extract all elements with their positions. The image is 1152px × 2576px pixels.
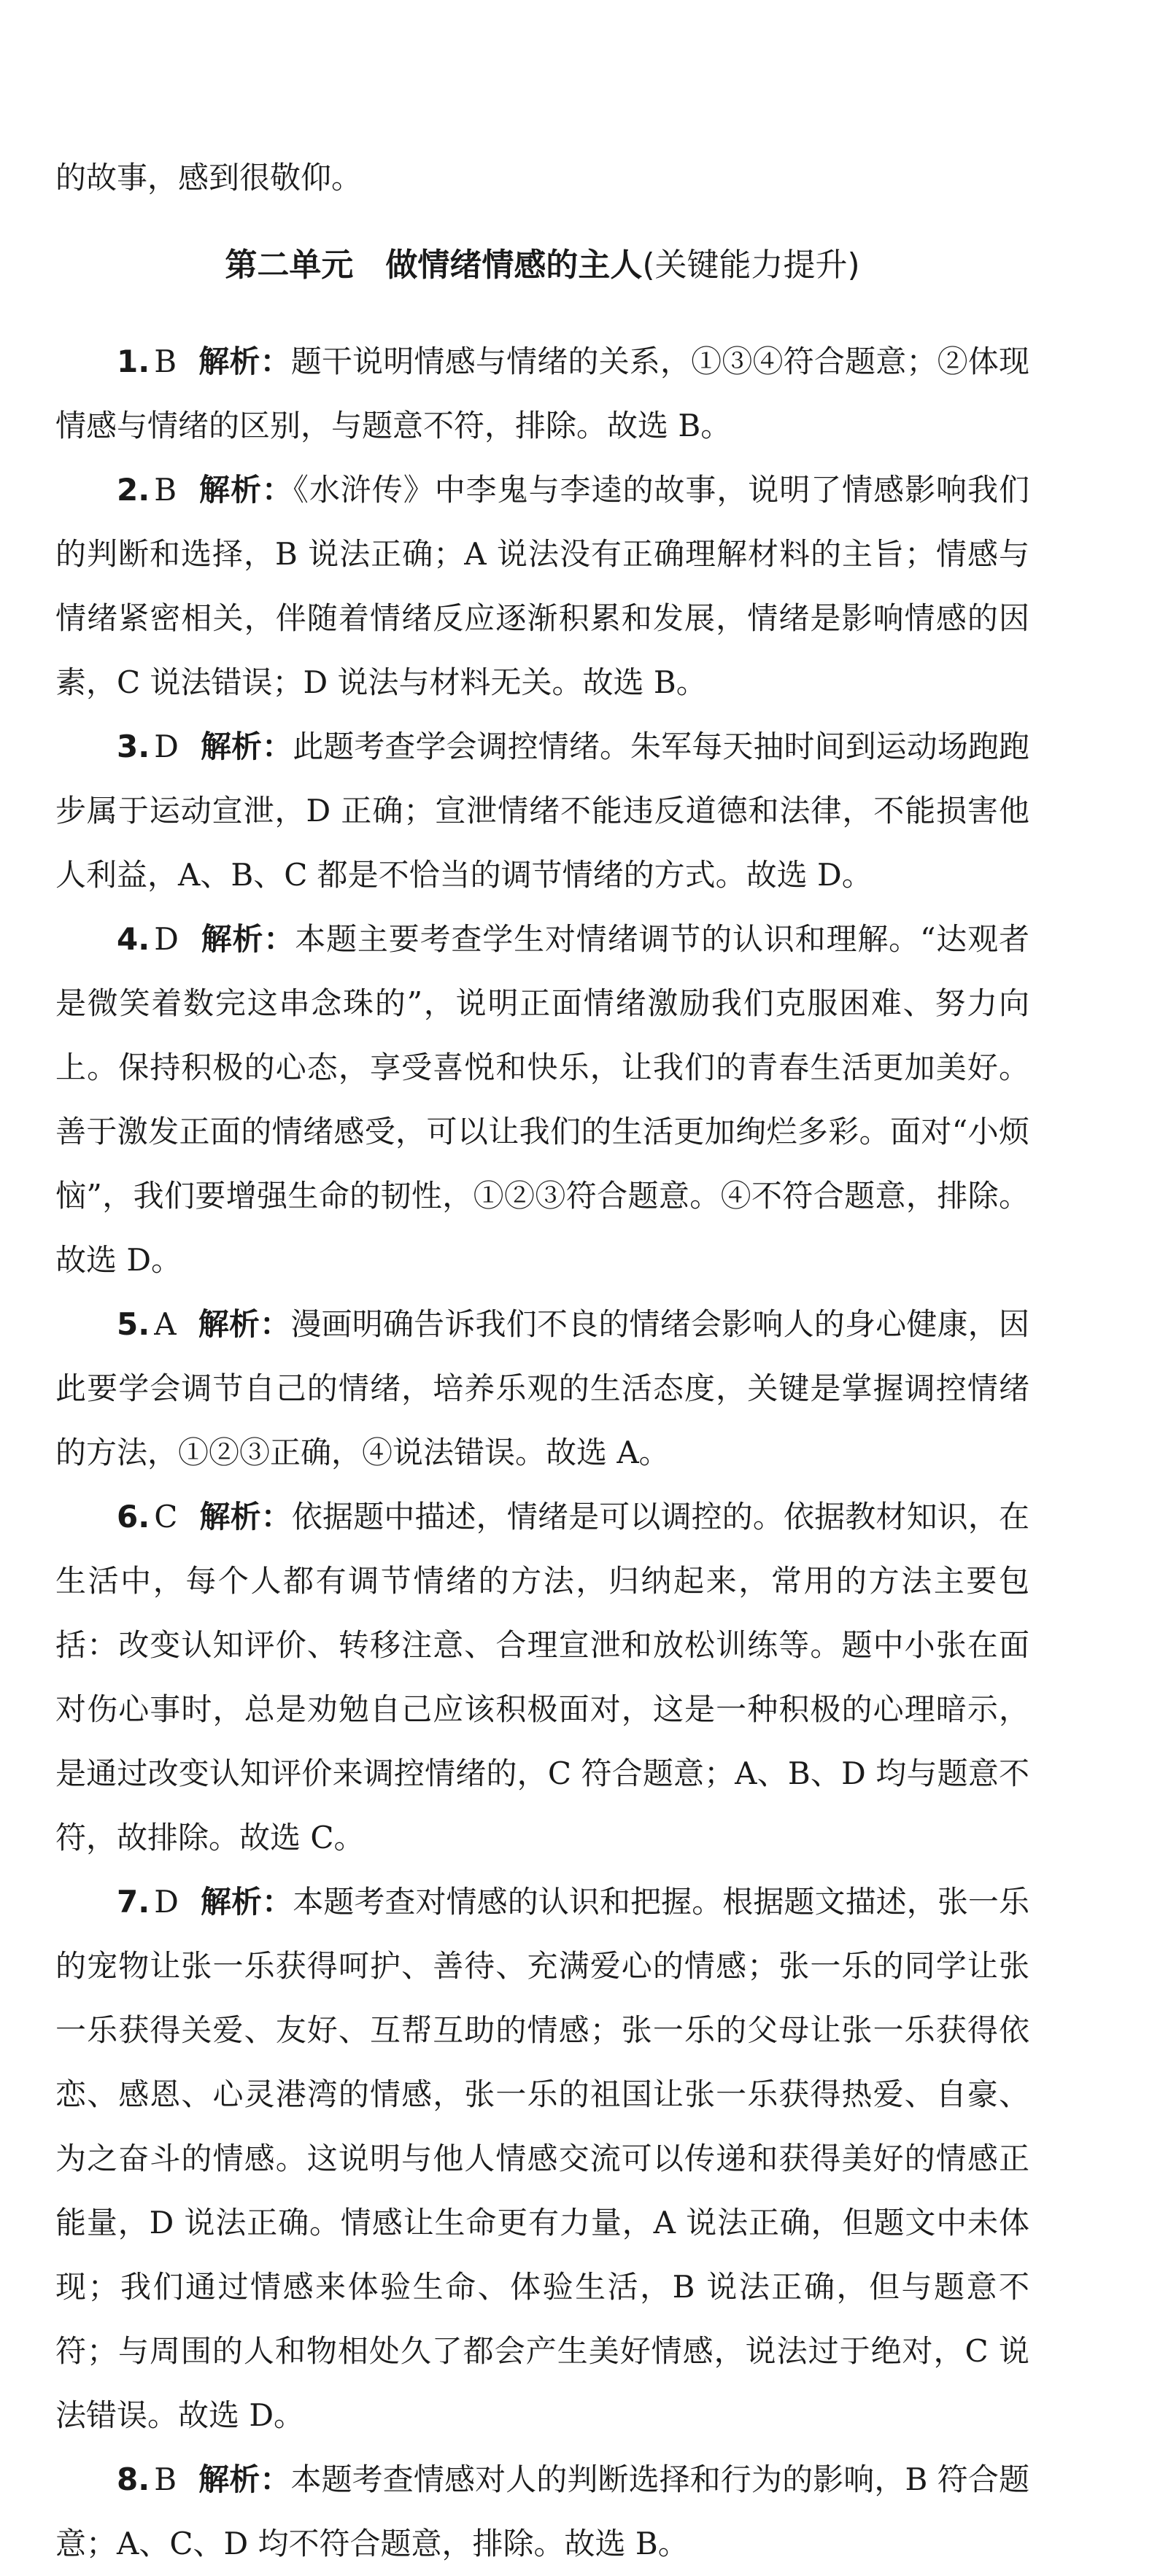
analysis-label: 解析： xyxy=(200,729,293,764)
answer-list xyxy=(55,330,1029,2576)
answer-item xyxy=(55,330,1029,458)
unit-title-subtitle: (关键能力提升) xyxy=(642,247,860,284)
answer-item xyxy=(55,458,1029,715)
answer-number: 4. xyxy=(117,921,150,957)
analysis-text: 此题考查学会调控情绪。朱军每天抽时间到运动场跑跑步属于运动宣泄，D 正确；宣泄情绪不能违反道德和法律，不能损害他人利益，A、B、C 都是不恰当的调节情绪的方式。故选 D。 xyxy=(55,729,1029,893)
answer-item xyxy=(55,907,1029,1292)
answer-item xyxy=(55,715,1029,907)
answer-number: 3. xyxy=(117,729,150,764)
analysis-text: 依据题中描述，情绪是可以调控的。依据教材知识，在生活中，每个人都有调节情绪的方法，归纳起来，常用的方法主要包括：改变认知评价、转移注意、合理宣泄和放松训练等。题中小张在面对伤心事时，总是劝勉自己应该积极面对，这是一种积极的心理暗示，是通过改变认知评价来调控情绪的，C 符合题意；A、B、D 均与题意不符，故排除。故选 C。 xyxy=(55,1499,1029,1855)
answer-number: 7. xyxy=(117,1884,150,1920)
analysis-text: 本题主要考查学生对情绪调节的认识和理解。“达观者是微笑着数完这串念珠的”，说明正面情绪激励我们克服困难、努力向上。保持积极的心态，享受喜悦和快乐，让我们的青春生活更加美好。善于激发正面的情绪感受，可以让我们的生活更加绚烂多彩。面对“小烦恼”，我们要增强生命的韧性，①②③符合题意。④不符合题意，排除。故选 D。 xyxy=(55,921,1029,1278)
analysis-label: 解析： xyxy=(198,472,293,508)
answer-choice: C xyxy=(154,1499,178,1535)
analysis-label: 解析： xyxy=(198,2461,291,2497)
answer-item xyxy=(55,2448,1029,2576)
analysis-label: 解析： xyxy=(199,1499,292,1535)
analysis-text: 漫画明确告诉我们不良的情绪会影响人的身心健康，因此要学会调节自己的情绪，培养乐观的生活态度，关键是掌握调控情绪的方法，①②③正确，④说法错误。故选 A。 xyxy=(55,1306,1029,1470)
answer-item xyxy=(55,1870,1029,2448)
analysis-label: 解析： xyxy=(200,921,295,957)
analysis-text: 本题考查对情感的认识和把握。根据题文描述，张一乐的宠物让张一乐获得呵护、善待、充满爱心的情感；张一乐的同学让张一乐获得关爱、友好、互帮互助的情感；张一乐的父母让张一乐获得依恋、感恩、心灵港湾的情感，张一乐的祖国让张一乐获得热爱、自豪、为之奋斗的情感。这说明与他人情感交流可以传递和获得美好的情感正能量，D 说法正确。情感让生命更有力量，A 说法正确，但题文中未体现；我们通过情感来体验生命、体验生活，B 说法正确，但与题意不符；与周围的人和物相处久了都会产生美好情感，说法过于绝对，C 说法错误。故选 D。 xyxy=(55,1884,1029,2433)
analysis-label: 解析： xyxy=(198,344,291,379)
answer-choice: B xyxy=(154,472,177,508)
continuation-text: 的故事，感到很敬仰。 xyxy=(55,160,363,195)
answer-choice: B xyxy=(154,344,177,379)
answer-choice: D xyxy=(154,921,179,957)
answer-item xyxy=(55,1292,1029,1485)
answer-item xyxy=(55,1485,1029,1870)
analysis-label: 解析： xyxy=(200,1884,293,1920)
answer-number: 1. xyxy=(117,344,150,379)
analysis-text: 题干说明情感与情绪的关系，①③④符合题意；②体现情感与情绪的区别，与题意不符，排除。故选 B。 xyxy=(55,344,1029,443)
answer-choice: D xyxy=(154,729,179,764)
answer-number: 8. xyxy=(117,2461,150,2497)
analysis-text: 《水浒传》中李鬼与李逵的故事，说明了情感影响我们的判断和选择，B 说法正确；A 说法没有正确理解材料的主旨；情感与情绪紧密相关，伴随着情绪反应逐渐积累和发展，情绪是影响情感的因素，C 说法错误；D 说法与材料无关。故选 B。 xyxy=(55,472,1029,700)
unit-title xyxy=(55,244,1029,287)
answer-number: 6. xyxy=(117,1499,150,1535)
answer-number: 5. xyxy=(117,1306,150,1342)
answer-number: 2. xyxy=(117,472,150,508)
unit-title-main: 第二单元 做情绪情感的主人 xyxy=(225,247,643,284)
analysis-label: 解析： xyxy=(198,1306,291,1342)
analysis-text: 本题考查情感对人的判断选择和行为的影响，B 符合题意；A、C、D 均不符合题意，排除。故选 B。 xyxy=(55,2461,1029,2561)
answer-choice: D xyxy=(154,1884,179,1920)
answer-choice: B xyxy=(154,2461,177,2497)
answer-choice: A xyxy=(154,1306,177,1342)
